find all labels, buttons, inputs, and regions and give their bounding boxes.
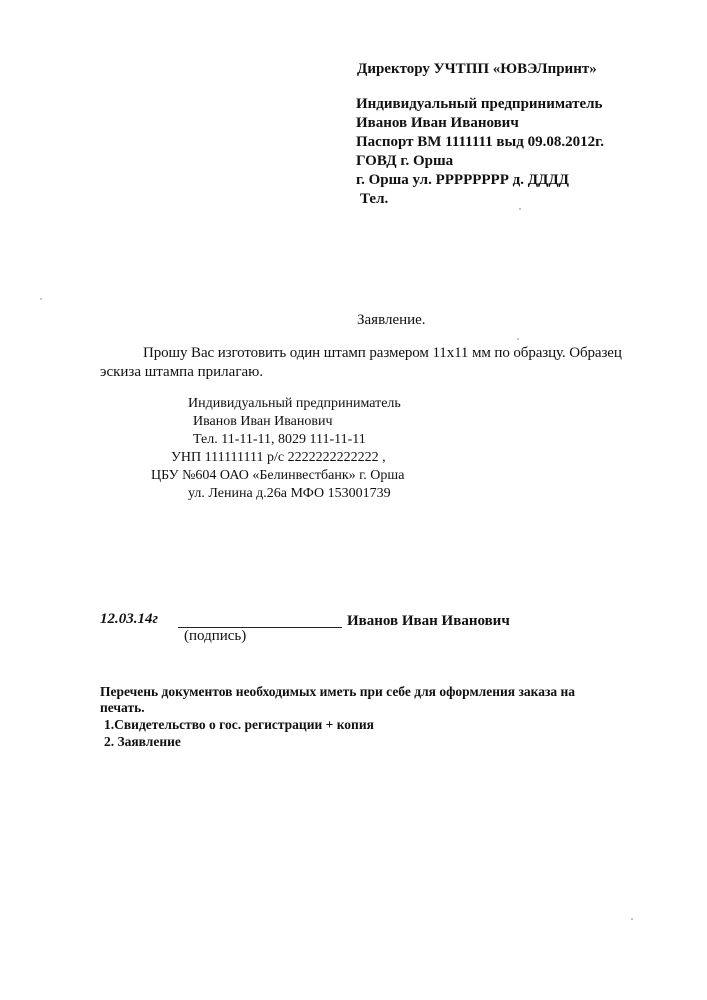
stamp-line-1: Индивидуальный предприниматель <box>188 396 401 411</box>
stamp-line-6: ул. Ленина д.26а МФО 153001739 <box>188 486 391 501</box>
documents-item-2: 2. Заявление <box>104 734 181 749</box>
applicant-issuer: ГОВД г. Орша <box>356 153 454 169</box>
addressee-director: Директору УЧТПП «ЮВЭЛпринт» <box>357 61 597 77</box>
stamp-line-5: ЦБУ №604 ОАО «Белинвестбанк» г. Орша <box>151 468 405 483</box>
stamp-line-4: УНП 111111111 р/с 2222222222222 , <box>171 450 386 465</box>
applicant-block <box>356 96 686 211</box>
applicant-title: Индивидуальный предприниматель <box>356 96 603 112</box>
body-paragraph-line1: Прошу Вас изготовить один штамп размером 11х11 мм по образцу. Образец <box>143 345 622 361</box>
scan-speck <box>631 918 633 920</box>
document-title: Заявление. <box>357 312 426 328</box>
signature-name: Иванов Иван Иванович <box>347 613 510 629</box>
scan-speck <box>517 338 519 340</box>
stamp-sample <box>150 396 450 506</box>
applicant-phone: Тел. <box>360 191 389 207</box>
applicant-address: г. Орша ул. РРРРРРРР д. ДДДД <box>356 172 570 188</box>
signature-caption: (подпись) <box>184 628 247 644</box>
stamp-line-2: Иванов Иван Иванович <box>193 414 333 429</box>
documents-item-1: 1.Свидетельство о гос. регистрации + копия <box>104 717 374 732</box>
signature-date: 12.03.14г <box>100 611 159 627</box>
scan-speck <box>519 208 521 210</box>
applicant-passport: Паспорт ВМ 1111111 выд 09.08.2012г. <box>356 134 604 150</box>
applicant-name: Иванов Иван Иванович <box>356 115 519 131</box>
documents-heading-line1: Перечень документов необходимых иметь при себе для оформления заказа на <box>100 684 576 699</box>
body-paragraph-line2: эскиза штампа прилагаю. <box>100 364 264 380</box>
documents-heading-line2: печать. <box>100 700 145 715</box>
scan-speck <box>40 298 42 300</box>
stamp-line-3: Тел. 11-11-11, 8029 111-11-11 <box>193 432 366 447</box>
